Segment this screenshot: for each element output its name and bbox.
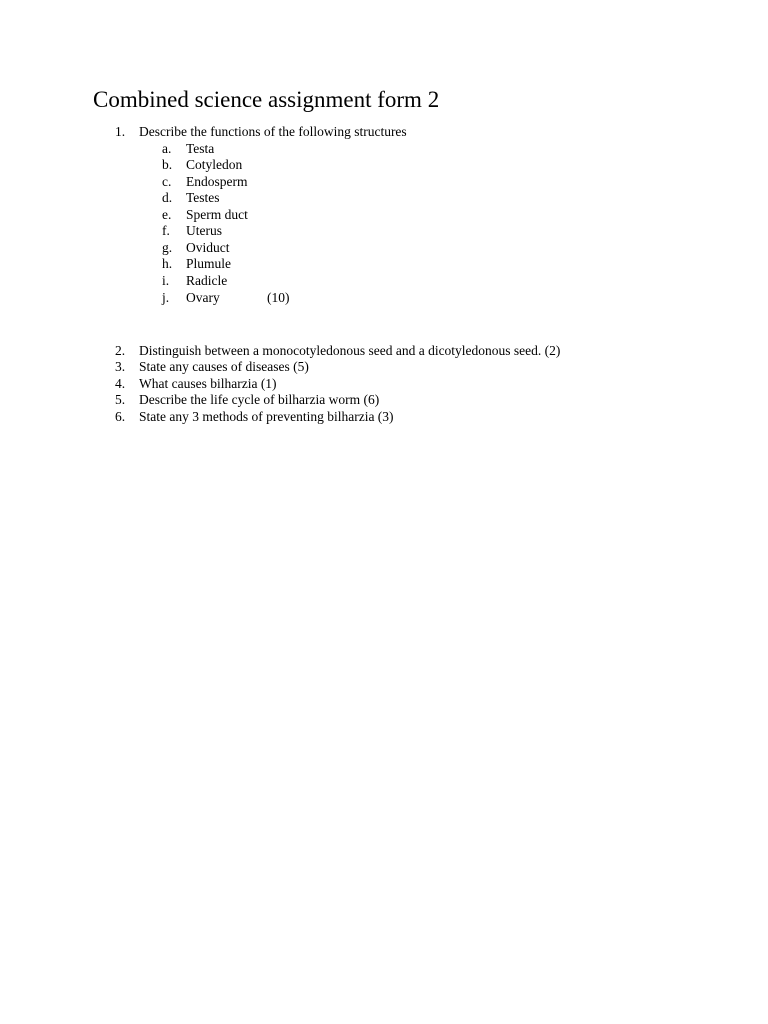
sub-question-letter: a. xyxy=(162,141,172,156)
question-number: 2. xyxy=(115,343,126,358)
sub-question-text: Radicle xyxy=(186,273,228,288)
sub-question-text: Cotyledon xyxy=(186,157,243,172)
question-text: State any 3 methods of preventing bilharzia (3) xyxy=(139,409,394,424)
document-title: Combined science assignment form 2 xyxy=(93,87,440,112)
question-text: Describe the functions of the following structures xyxy=(139,124,407,139)
question-text: State any causes of diseases (5) xyxy=(139,359,309,374)
sub-question-letter: h. xyxy=(162,256,173,271)
sub-question-letter: c. xyxy=(162,174,172,189)
sub-question-letter: d. xyxy=(162,190,173,205)
question-number: 3. xyxy=(115,359,126,374)
sub-question-letter: g. xyxy=(162,240,173,255)
sub-question-text: Plumule xyxy=(186,256,232,271)
question-text: Distinguish between a monocotyledonous seed and a dicotyledonous seed. (2) xyxy=(139,343,561,358)
sub-question-text: Uterus xyxy=(186,223,222,238)
sub-question-text: Oviduct xyxy=(186,240,230,255)
sub-question-letter: j. xyxy=(162,290,170,305)
sub-question-letter: b. xyxy=(162,157,173,172)
sub-question-letter: i. xyxy=(162,273,170,288)
question-number: 5. xyxy=(115,392,126,407)
question-text: What causes bilharzia (1) xyxy=(139,376,277,391)
sub-question-text: Testes xyxy=(186,190,220,205)
sub-question-text: Endosperm xyxy=(186,174,248,189)
sub-question-text: Ovary xyxy=(186,290,220,305)
sub-question-text: Sperm duct xyxy=(186,207,248,222)
sub-question-letter: f. xyxy=(162,223,170,238)
question-number: 6. xyxy=(115,409,126,424)
sub-question-text: Testa xyxy=(186,141,215,156)
sub-question-letter: e. xyxy=(162,207,172,222)
question-text: Describe the life cycle of bilharzia worm (6) xyxy=(139,392,380,407)
marks-label: (10) xyxy=(267,290,290,305)
question-number: 1. xyxy=(115,124,126,139)
question-number: 4. xyxy=(115,376,126,391)
